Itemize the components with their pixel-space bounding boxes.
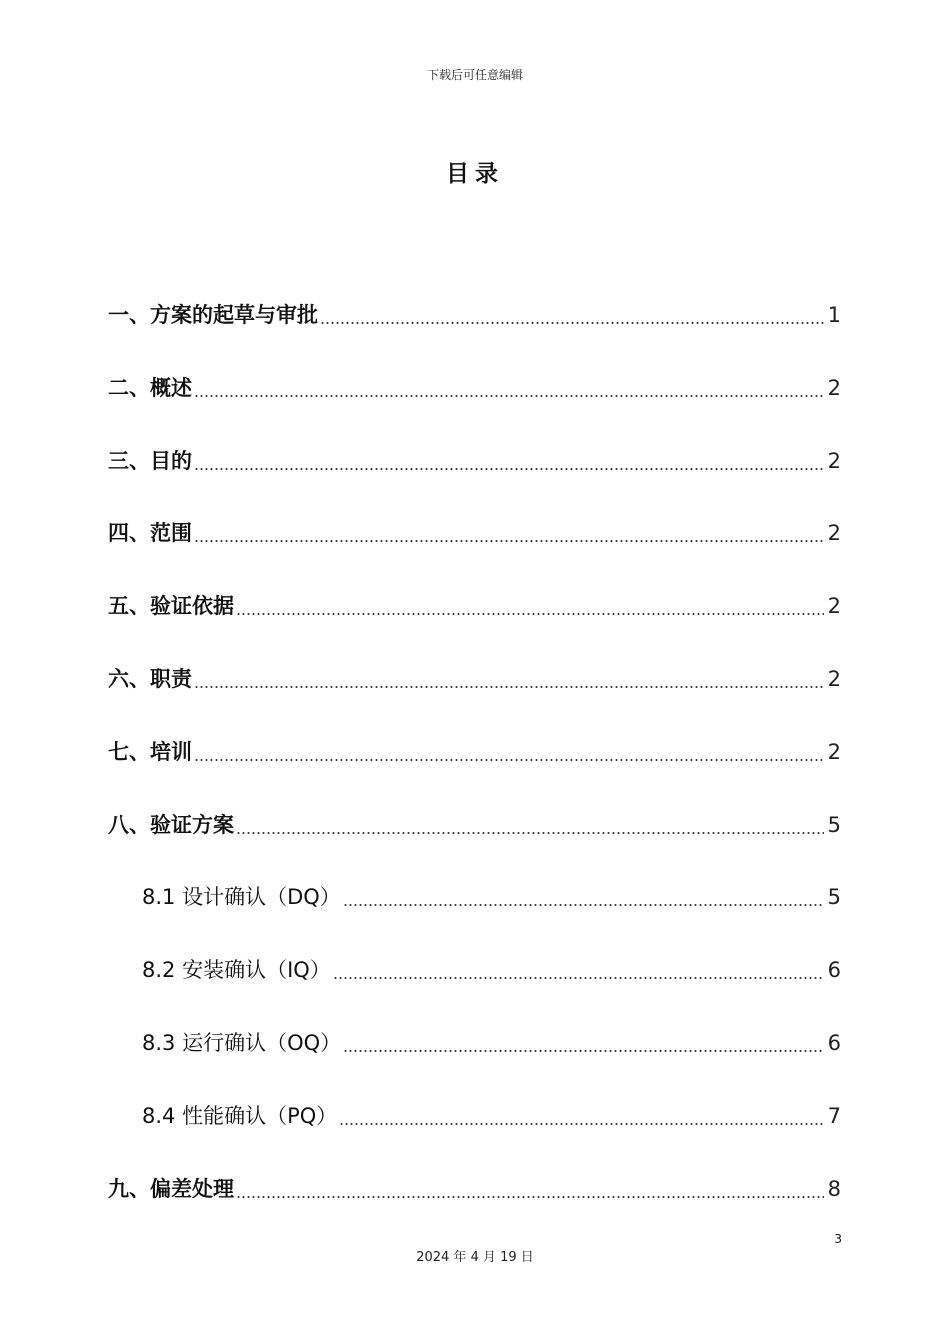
dot-leader <box>194 468 824 470</box>
toc-entry-title: 八、验证方案 <box>108 813 234 837</box>
footer-date: 2024 年 4 月 19 日 <box>416 1250 534 1265</box>
toc-entry-title: 七、培训 <box>108 740 192 764</box>
toc-entry-title: 8.4 性能确认（PQ） <box>142 1104 338 1128</box>
toc-entry-page: 2 <box>827 594 841 618</box>
toc-entry-page: 2 <box>827 740 841 764</box>
toc-title: 目录 <box>446 161 504 187</box>
toc-entry-page: 2 <box>827 667 841 691</box>
toc-entry-title: 二、概述 <box>108 376 192 400</box>
toc-entry[interactable] <box>108 658 841 694</box>
toc-entry[interactable] <box>108 440 841 476</box>
toc-entry-page: 2 <box>827 449 841 473</box>
toc-entry-page: 7 <box>827 1104 841 1128</box>
toc-entry-page: 6 <box>827 958 841 982</box>
toc-entry[interactable] <box>108 1168 841 1204</box>
toc-entry-title: 一、方案的起草与审批 <box>108 303 318 327</box>
toc-entry-page: 1 <box>827 303 841 327</box>
toc-entry-page: 5 <box>827 885 841 909</box>
toc-entry[interactable] <box>108 512 841 548</box>
toc-entry[interactable] <box>108 804 841 840</box>
dot-leader <box>236 832 824 834</box>
toc-entry-page: 2 <box>827 376 841 400</box>
dot-leader <box>194 686 824 688</box>
page-number: 3 <box>834 1232 842 1246</box>
dot-leader <box>194 540 824 542</box>
dot-leader <box>339 1123 823 1125</box>
toc-entry[interactable] <box>108 585 841 621</box>
toc-entry-page: 8 <box>827 1177 841 1201</box>
toc-entry-title: 五、验证依据 <box>108 594 234 618</box>
dot-leader <box>333 977 824 979</box>
dot-leader <box>236 613 824 615</box>
toc-entry-title: 8.1 设计确认（DQ） <box>142 885 341 909</box>
toc-entry[interactable] <box>108 1095 841 1131</box>
toc-entry-title: 九、偏差处理 <box>108 1177 234 1201</box>
toc-entry-page: 2 <box>827 521 841 545</box>
toc-entry-page: 6 <box>827 1031 841 1055</box>
dot-leader <box>194 395 824 397</box>
toc-entry-title: 8.2 安装确认（IQ） <box>142 958 331 982</box>
dot-leader <box>320 322 824 324</box>
dot-leader <box>194 759 824 761</box>
dot-leader <box>343 1050 823 1052</box>
toc-entry[interactable] <box>108 294 841 330</box>
toc-entry[interactable] <box>108 1022 841 1058</box>
toc-entry-title: 六、职责 <box>108 667 192 691</box>
toc-entry-title: 三、目的 <box>108 449 192 473</box>
toc-entry[interactable] <box>108 367 841 403</box>
toc-entry-title: 四、范围 <box>108 521 192 545</box>
toc-entry-page: 5 <box>827 813 841 837</box>
page-header: 下载后可任意编辑 <box>426 68 523 82</box>
dot-leader <box>343 904 824 906</box>
dot-leader <box>236 1196 824 1198</box>
toc-entry[interactable] <box>108 949 841 985</box>
toc-entry[interactable] <box>108 876 841 912</box>
toc-entry[interactable] <box>108 731 841 767</box>
toc-entry-title: 8.3 运行确认（OQ） <box>142 1031 342 1055</box>
